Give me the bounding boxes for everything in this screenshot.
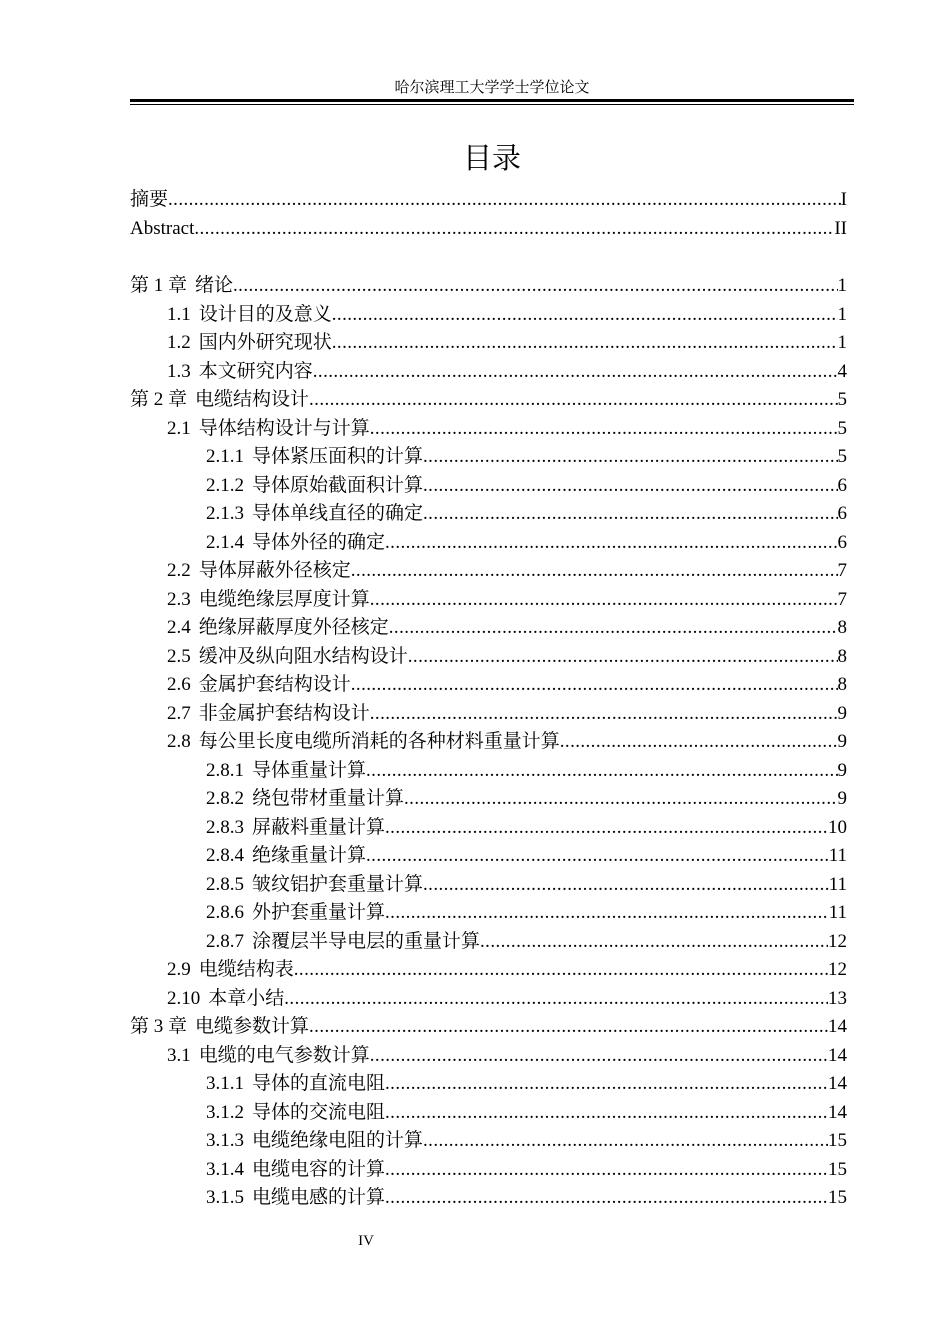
toc-entry[interactable] — [130, 671, 847, 700]
toc-entry-number: 2.10 — [167, 987, 201, 1009]
toc-entry-label — [206, 757, 366, 786]
toc-entry-number: 2.1.3 — [206, 503, 244, 524]
toc-entry-text: 国内外研究现状 — [198, 332, 332, 353]
toc-dot-leader — [385, 529, 837, 558]
toc-dot-leader — [370, 415, 838, 444]
toc-entry-label — [167, 728, 560, 757]
toc-entry-text: 设计目的及意义 — [198, 303, 332, 325]
toc-entry-text: 本章小结 — [208, 987, 285, 1009]
toc-entry-page: 8 — [837, 645, 847, 667]
toc-entry[interactable] — [130, 899, 847, 928]
toc-entry-text: 摘要 — [130, 189, 169, 210]
toc-entry-label — [167, 985, 284, 1014]
toc-entry-page: 8 — [837, 617, 847, 638]
toc-dot-leader — [385, 814, 828, 843]
toc-entry-number: 2.3 — [167, 588, 191, 610]
toc-entry-label — [167, 301, 332, 330]
toc-entry-text: 导体原始截面积计算 — [252, 474, 424, 496]
toc-entry-number: 2.8.5 — [206, 873, 244, 895]
toc-entry-text: 绪论 — [195, 275, 234, 296]
toc-entry-page: 11 — [828, 873, 847, 895]
toc-entry-text: 导体结构设计与计算 — [198, 417, 370, 439]
toc-dot-leader — [332, 329, 838, 358]
toc-entry[interactable] — [130, 186, 847, 215]
toc-entry-text: 绝缘重量计算 — [252, 845, 367, 866]
toc-dot-leader — [233, 272, 837, 301]
toc-entry-number: 3.1 — [167, 1044, 191, 1066]
toc-dot-leader — [385, 1156, 828, 1185]
toc-entry[interactable] — [130, 1127, 847, 1156]
toc-entry-text: 非金属护套结构设计 — [198, 702, 370, 724]
toc-dot-leader — [370, 700, 838, 729]
toc-dot-leader — [423, 1127, 828, 1156]
toc-dot-leader — [366, 757, 837, 786]
toc-entry[interactable] — [130, 358, 847, 387]
toc-entry-page: 6 — [837, 474, 847, 496]
toc-entry-page: I — [840, 189, 847, 210]
toc-entry[interactable] — [130, 1070, 847, 1099]
toc-entry-page: 12 — [828, 959, 847, 980]
toc-entry-label — [206, 1070, 385, 1099]
toc-entry[interactable] — [130, 415, 847, 444]
toc-entry-label — [206, 500, 423, 529]
toc-entry-page: 10 — [828, 816, 847, 838]
toc-entry-text: 涂覆层半导电层的重量计算 — [252, 930, 481, 952]
toc-dot-leader — [194, 215, 834, 244]
toc-entry-number: 1.3 — [167, 360, 191, 382]
toc-entry-label — [206, 928, 480, 957]
toc-entry[interactable] — [130, 643, 847, 672]
toc-entry[interactable] — [130, 529, 847, 558]
toc-entry[interactable] — [130, 557, 847, 586]
toc-dot-leader — [423, 500, 837, 529]
toc-title: 目录 — [462, 141, 521, 175]
toc-dot-leader — [351, 671, 838, 700]
toc-entry[interactable] — [130, 215, 847, 244]
toc-entry[interactable] — [130, 272, 847, 301]
toc-dot-leader — [313, 358, 838, 387]
toc-dot-leader — [284, 985, 828, 1014]
toc-entry-text: 绕包带材重量计算 — [252, 788, 405, 809]
toc-entry-label — [167, 643, 408, 672]
toc-entry-page: 15 — [828, 1158, 847, 1180]
toc-entry-number: 2.1 — [167, 417, 191, 439]
toc-dot-leader — [480, 928, 828, 957]
toc-entry[interactable] — [130, 614, 847, 643]
toc-entry-page: 8 — [837, 674, 847, 695]
toc-entry-number: 2.1.1 — [206, 446, 244, 467]
toc-entry-label — [206, 1156, 385, 1185]
toc-entry-number: 2.1.2 — [206, 474, 244, 496]
toc-entry-label — [206, 842, 366, 871]
toc-entry-label — [167, 614, 389, 643]
toc-entry-label — [167, 956, 294, 985]
toc-dot-leader — [351, 557, 838, 586]
toc-entry-number: 2.8.1 — [206, 759, 244, 781]
toc-entry-page: 9 — [837, 702, 847, 724]
toc-entry-number: 2.9 — [167, 959, 191, 980]
toc-entry-number: 2.5 — [167, 645, 191, 667]
toc-entry-label — [206, 472, 423, 501]
toc-dot-leader — [385, 1099, 828, 1128]
toc-entry[interactable] — [130, 1184, 847, 1213]
toc-entry[interactable] — [130, 1156, 847, 1185]
page-number: IV — [358, 1233, 374, 1249]
toc-dot-leader — [370, 586, 838, 615]
toc-dot-leader — [309, 386, 837, 415]
toc-entry-page: 5 — [837, 417, 847, 439]
toc-entry-page: 14 — [828, 1016, 847, 1037]
toc-entry[interactable] — [130, 700, 847, 729]
toc-entry-page: 1 — [837, 303, 847, 325]
toc-entry-label — [130, 215, 194, 244]
toc-entry-number: 3.1.1 — [206, 1073, 244, 1094]
toc-entry-label — [206, 443, 423, 472]
toc-entry-page: 4 — [837, 360, 847, 382]
toc-dot-leader — [294, 956, 828, 985]
toc-entry-text: 电缆电容的计算 — [252, 1158, 386, 1180]
toc-entry-text: 导体重量计算 — [252, 759, 367, 781]
toc-entry[interactable] — [130, 386, 847, 415]
toc-entry-page: 7 — [837, 560, 847, 581]
toc-entry-page: 6 — [837, 503, 847, 524]
toc-entry-label — [167, 557, 351, 586]
toc-dot-leader — [423, 871, 829, 900]
toc-entry-number: 2.1.4 — [206, 531, 244, 553]
toc-entry[interactable] — [130, 928, 847, 957]
toc-entry-label — [167, 671, 351, 700]
toc-entry-number: 2.8.6 — [206, 902, 244, 923]
toc-entry[interactable] — [130, 472, 847, 501]
toc-entry-text: 绝缘屏蔽厚度外径核定 — [198, 617, 389, 638]
toc-entry-text: 本文研究内容 — [198, 360, 313, 382]
toc-entry[interactable] — [130, 985, 847, 1014]
toc-entry[interactable] — [130, 329, 847, 358]
toc-entry-page: II — [834, 217, 847, 239]
toc-entry-page: 7 — [837, 588, 847, 610]
toc-entry-number: 3.1.4 — [206, 1158, 244, 1180]
toc-entry-label — [206, 899, 385, 928]
toc-entry[interactable] — [130, 757, 847, 786]
toc-dot-leader — [385, 1184, 828, 1213]
toc-entry-page: 13 — [828, 987, 847, 1009]
toc-entry-page: 9 — [837, 759, 847, 781]
header-rule-thin — [130, 104, 854, 105]
toc-entry[interactable] — [130, 1099, 847, 1128]
toc-entry-number: 3.1.2 — [206, 1101, 244, 1123]
toc-entry-label — [167, 358, 313, 387]
toc-entry-text: 导体紧压面积的计算 — [252, 446, 424, 467]
table-of-contents — [130, 186, 847, 1213]
toc-entry-text: 电缆结构设计 — [195, 389, 310, 410]
toc-entry-page: 14 — [828, 1073, 847, 1094]
toc-entry-text: 导体的直流电阻 — [252, 1073, 386, 1094]
toc-entry-label — [130, 186, 168, 215]
toc-entry-text: 导体单线直径的确定 — [252, 503, 424, 524]
toc-entry[interactable] — [130, 1042, 847, 1071]
toc-entry-page: 1 — [837, 332, 847, 353]
toc-dot-leader — [370, 1042, 828, 1071]
toc-entry[interactable] — [130, 500, 847, 529]
toc-entry-number: 2.4 — [167, 617, 191, 638]
toc-entry[interactable] — [130, 871, 847, 900]
toc-entry-page: 5 — [837, 446, 847, 467]
toc-entry-page: 15 — [828, 1130, 847, 1151]
toc-dot-leader — [389, 614, 838, 643]
toc-entry-text: 外护套重量计算 — [252, 902, 386, 923]
toc-entry[interactable] — [130, 586, 847, 615]
toc-entry[interactable] — [130, 301, 847, 330]
toc-entry-label — [167, 329, 332, 358]
toc-entry-label — [167, 586, 370, 615]
toc-entry-page: 15 — [828, 1187, 847, 1208]
toc-entry-number: 2.8.3 — [206, 816, 244, 838]
toc-entry-number: 2.8.7 — [206, 930, 244, 952]
toc-entry-page: 14 — [828, 1101, 847, 1123]
toc-entry-label — [167, 700, 370, 729]
toc-dot-leader — [560, 728, 838, 757]
toc-dot-leader — [408, 643, 838, 672]
toc-entry-text: 电缆结构表 — [198, 959, 294, 980]
toc-entry-label — [206, 1184, 385, 1213]
toc-entry-number: 第 1 章 — [130, 275, 188, 296]
toc-entry-label — [130, 272, 233, 301]
toc-entry[interactable] — [130, 443, 847, 472]
toc-entry-text: 电缆的电气参数计算 — [198, 1044, 370, 1066]
toc-entry-page: 1 — [837, 275, 847, 296]
toc-entry[interactable] — [130, 814, 847, 843]
toc-entry-number: 2.8.4 — [206, 845, 244, 866]
toc-entry[interactable] — [130, 1013, 847, 1042]
toc-entry-label — [206, 871, 423, 900]
toc-entry-page: 5 — [837, 389, 847, 410]
toc-entry-page: 6 — [837, 531, 847, 553]
toc-entry-label — [167, 415, 370, 444]
toc-entry-text: 导体的交流电阻 — [252, 1101, 386, 1123]
toc-entry-page: 12 — [828, 930, 847, 952]
toc-entry-label — [206, 785, 404, 814]
toc-entry-page: 9 — [837, 788, 847, 809]
toc-entry[interactable] — [130, 842, 847, 871]
toc-entry-number: 第 2 章 — [130, 389, 188, 410]
toc-entry-page: 11 — [828, 902, 847, 923]
toc-entry-label — [206, 1099, 385, 1128]
toc-entry-text: 导体屏蔽外径核定 — [198, 560, 351, 581]
toc-dot-leader — [168, 186, 841, 215]
toc-dot-leader — [309, 1013, 828, 1042]
toc-entry-text: 屏蔽料重量计算 — [252, 816, 386, 838]
toc-entry-number: 2.8 — [167, 731, 191, 752]
header-rule — [130, 99, 854, 102]
toc-entry-number: 2.7 — [167, 702, 191, 724]
toc-entry[interactable] — [130, 728, 847, 757]
toc-entry-text: 电缆绝缘层厚度计算 — [198, 588, 370, 610]
toc-entry-page: 11 — [828, 845, 847, 866]
toc-entry-text: 导体外径的确定 — [252, 531, 386, 553]
toc-dot-leader — [385, 899, 829, 928]
toc-entry-number: 2.6 — [167, 674, 191, 695]
toc-entry-number: 3.1.5 — [206, 1187, 244, 1208]
toc-entry[interactable] — [130, 785, 847, 814]
toc-entry-page: 9 — [837, 731, 847, 752]
toc-dot-leader — [385, 1070, 828, 1099]
toc-entry-label — [206, 529, 385, 558]
running-header: 哈尔滨理工大学学士学位论文 — [394, 80, 590, 96]
toc-entry-page: 14 — [828, 1044, 847, 1066]
toc-dot-leader — [366, 842, 829, 871]
toc-entry-label — [206, 1127, 423, 1156]
toc-entry-number: 3.1.3 — [206, 1130, 244, 1151]
toc-entry-text: 缓冲及纵向阻水结构设计 — [198, 645, 408, 667]
toc-dot-leader — [332, 301, 838, 330]
toc-entry-text: 皱纹铝护套重量计算 — [252, 873, 424, 895]
toc-entry-label — [130, 386, 309, 415]
toc-entry-number: 1.2 — [167, 332, 191, 353]
toc-dot-leader — [423, 443, 837, 472]
toc-dot-leader — [404, 785, 837, 814]
toc-entry-text: Abstract — [130, 217, 195, 239]
toc-entry-label — [130, 1013, 309, 1042]
toc-entry-text: 每公里长度电缆所消耗的各种材料重量计算 — [198, 731, 560, 752]
toc-entry[interactable] — [130, 956, 847, 985]
toc-entry-number: 1.1 — [167, 303, 191, 325]
toc-dot-leader — [423, 472, 837, 501]
toc-entry-text: 金属护套结构设计 — [198, 674, 351, 695]
toc-entry-number: 2.2 — [167, 560, 191, 581]
toc-entry-number: 第 3 章 — [130, 1016, 188, 1037]
toc-entry-label — [206, 814, 385, 843]
toc-entry-text: 电缆参数计算 — [195, 1016, 310, 1037]
toc-entry-text: 电缆绝缘电阻的计算 — [252, 1130, 424, 1151]
toc-entry-number: 2.8.2 — [206, 788, 244, 809]
toc-entry-label — [167, 1042, 370, 1071]
toc-entry-text: 电缆电感的计算 — [252, 1187, 386, 1208]
